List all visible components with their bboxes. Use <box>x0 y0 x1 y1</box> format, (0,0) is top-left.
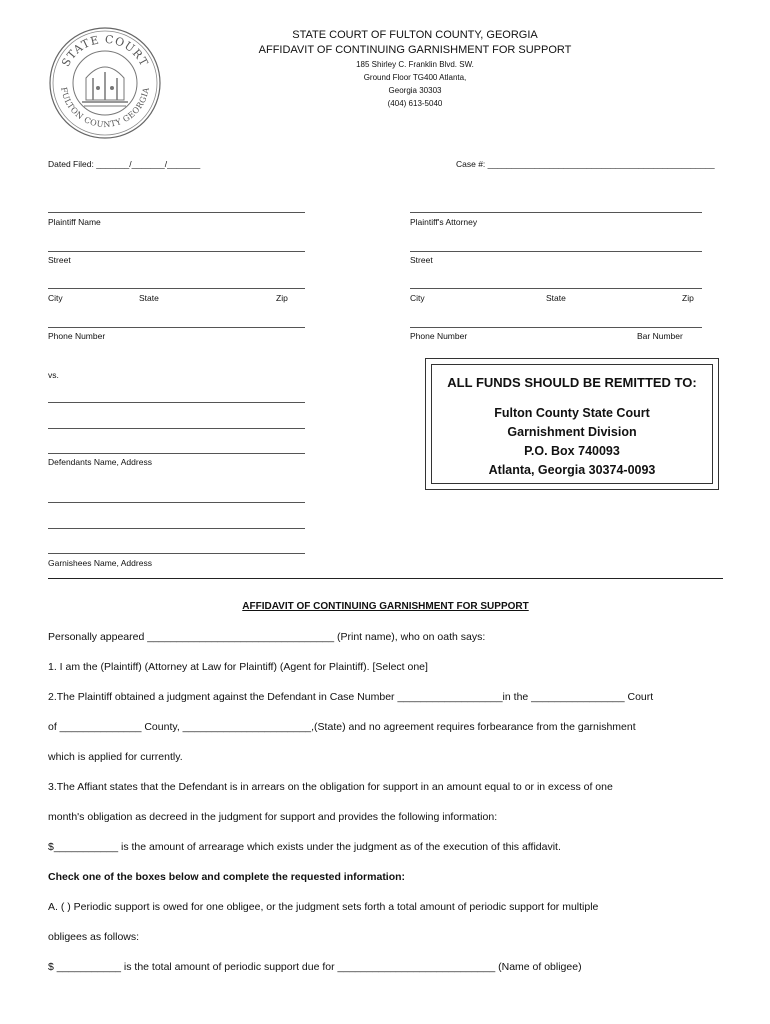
court-seal-logo <box>48 26 162 140</box>
garnishees-label: Garnishees Name, Address <box>48 558 152 568</box>
affidavit-paragraph-12: $ ___________ is the total amount of periodic support due for ___________________________ (Name of obligee) <box>48 961 582 973</box>
plaintiff-name-label: Plaintiff Name <box>48 217 101 227</box>
defendant-line-3[interactable] <box>48 453 305 454</box>
plaintiff-state-label: State <box>139 293 159 303</box>
garnishee-line-1[interactable] <box>48 502 305 503</box>
vs-label: vs. <box>48 370 59 380</box>
case-number-field[interactable]: Case #: ________________________________________________ <box>456 159 715 169</box>
affidavit-paragraph-6: 3.The Affiant states that the Defendant is in arrears on the obligation for support in an amount equal to or in excess of one <box>48 781 613 793</box>
plaintiff-phone-line[interactable] <box>48 327 305 328</box>
remittance-line-4: Atlanta, Georgia 30374-0093 <box>488 463 656 477</box>
plaintiff-city-label: City <box>48 293 63 303</box>
document-header <box>200 28 630 110</box>
court-address-line1: 185 Shirley C. Franklin Blvd. SW. <box>356 60 474 69</box>
remittance-title: ALL FUNDS SHOULD BE REMITTED TO: <box>447 375 697 390</box>
plaintiff-city-line[interactable] <box>48 288 305 289</box>
attorney-zip-label: Zip <box>682 293 694 303</box>
defendant-line-1[interactable] <box>48 402 305 403</box>
attorney-street-line[interactable] <box>410 251 702 252</box>
attorney-city-label: City <box>410 293 425 303</box>
plaintiff-street-line[interactable] <box>48 251 305 252</box>
court-address-line3: Georgia 30303 <box>388 86 442 95</box>
affidavit-paragraph-8: $___________ is the amount of arrearage which exists under the judgment as of the execution of this affidavit. <box>48 841 561 853</box>
remittance-line-2: Garnishment Division <box>507 425 637 439</box>
attorney-phone-line[interactable] <box>410 327 702 328</box>
attorney-city-line[interactable] <box>410 288 702 289</box>
attorney-state-label: State <box>546 293 566 303</box>
garnishee-line-3[interactable] <box>48 553 305 554</box>
dated-filed-field[interactable]: Dated Filed: _______/_______/_______ <box>48 159 201 169</box>
plaintiff-phone-label: Phone Number <box>48 331 106 341</box>
defendants-label: Defendants Name, Address <box>48 457 152 467</box>
attorney-phone-label: Phone Number <box>410 331 468 341</box>
remittance-line-3: P.O. Box 740093 <box>524 444 620 458</box>
court-name: STATE COURT OF FULTON COUNTY, GEORGIA <box>292 29 538 41</box>
plaintiff-street-label: Street <box>48 255 71 265</box>
bar-number-label: Bar Number <box>637 331 683 341</box>
attorney-street-label: Street <box>410 255 433 265</box>
affidavit-paragraph-2: 1. I am the (Plaintiff) (Attorney at Law for Plaintiff) (Agent for Plaintiff). [Select one] <box>48 661 428 673</box>
remittance-box <box>425 358 719 490</box>
svg-text:STATE COURT: STATE COURT <box>59 32 151 69</box>
affidavit-paragraph-7: month's obligation as decreed in the judgment for support and provides the following information: <box>48 811 498 823</box>
affidavit-section-title: AFFIDAVIT OF CONTINUING GARNISHMENT FOR SUPPORT <box>242 601 529 612</box>
affidavit-option-a[interactable]: A. ( ) Periodic support is owed for one obligee, or the judgment sets forth a total amount of periodic support for multiple <box>48 901 599 913</box>
court-phone: (404) 613-5040 <box>387 99 443 108</box>
plaintiff-zip-label: Zip <box>276 293 288 303</box>
affidavit-paragraph-5: which is applied for currently. <box>48 751 183 763</box>
svg-text:FULTON COUNTY GEORGIA: FULTON COUNTY GEORGIA <box>59 86 151 130</box>
attorney-name-label: Plaintiff's Attorney <box>410 217 478 227</box>
affidavit-paragraph-3: 2.The Plaintiff obtained a judgment against the Defendant in Case Number __________________in the ________________ Court <box>48 691 654 703</box>
affidavit-paragraph-11: obligees as follows: <box>48 931 140 943</box>
affidavit-instruction: Check one of the boxes below and complete the requested information: <box>48 871 406 883</box>
affidavit-paragraph-4: of ______________ County, ______________________,(State) and no agreement requires forbearance from the garnishment <box>48 721 636 733</box>
remittance-box-inner <box>431 364 713 484</box>
remittance-line-1: Fulton County State Court <box>494 406 650 420</box>
form-title: AFFIDAVIT OF CONTINUING GARNISHMENT FOR SUPPORT <box>258 44 572 56</box>
plaintiff-name-line[interactable] <box>48 212 305 213</box>
defendant-line-2[interactable] <box>48 428 305 429</box>
attorney-name-line[interactable] <box>410 212 702 213</box>
section-divider <box>48 578 723 579</box>
court-address-line2: Ground Floor TG400 Atlanta, <box>363 73 467 82</box>
affidavit-paragraph-1: Personally appeared ________________________________ (Print name), who on oath says: <box>48 631 486 643</box>
garnishee-line-2[interactable] <box>48 528 305 529</box>
